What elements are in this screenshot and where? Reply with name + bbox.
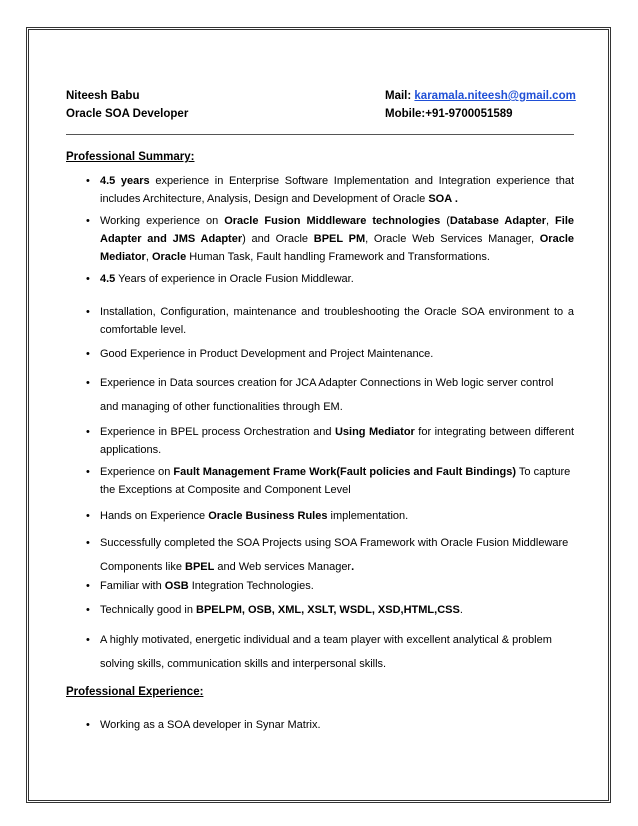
bullet-icon: •	[86, 580, 90, 592]
text-run: Integration Technologies.	[188, 580, 314, 592]
bold-run: Oracle	[151, 251, 187, 263]
text-run: and Web services Manager	[214, 561, 352, 573]
list-item-text	[100, 577, 574, 595]
list-item	[66, 371, 574, 419]
text-run: , Oracle Web Services Manager,	[365, 233, 540, 245]
list-item-text	[100, 212, 574, 266]
bold-run: Oracle Business Rules	[208, 510, 328, 522]
list-item	[66, 463, 574, 499]
list-item	[66, 531, 574, 579]
bold-run: Using Mediator	[334, 426, 415, 438]
bold-run: Fault Management Frame Work(Fault policies and Fault Bindings)	[173, 466, 517, 478]
bold-run: Database Adapter	[449, 215, 546, 227]
list-item	[66, 507, 574, 525]
text-run: (	[440, 215, 450, 227]
list-item-text	[100, 345, 574, 363]
text-run: ,	[145, 251, 152, 263]
text-run: implementation.	[327, 510, 409, 522]
list-item	[66, 303, 574, 339]
list-item-text	[100, 531, 574, 579]
candidate-title: Oracle SOA Developer	[66, 108, 189, 120]
header-divider	[66, 134, 574, 135]
text-run: Experience on	[100, 466, 174, 478]
text-run: A highly motivated, energetic individual and a team player with excellent analytical & problem solving skills, communication skills and interpersonal skills.	[100, 634, 552, 670]
list-item	[66, 270, 574, 288]
bold-run: SOA .	[428, 193, 458, 205]
list-item-text	[100, 423, 574, 459]
bullet-icon: •	[86, 604, 90, 616]
mobile-number: +91-9700051589	[425, 108, 513, 120]
bullet-icon: •	[86, 175, 90, 187]
bullet-icon: •	[86, 634, 90, 646]
mobile-line	[385, 106, 513, 122]
bold-run: BPELPM, OSB, XML, XSLT, WSDL, XSD,HTML,CSS	[196, 604, 460, 616]
mail-label: Mail:	[385, 90, 412, 102]
bold-run: BPEL	[185, 561, 215, 573]
list-item	[66, 172, 574, 208]
bullet-icon: •	[86, 466, 90, 478]
text-run: ,	[545, 215, 556, 227]
text-run: experience in Enterprise Software Implementation and Integration experience that includes Architecture, Analysis, Design and Development of Oracle	[100, 175, 575, 205]
text-run: Familiar with	[100, 580, 165, 592]
text-run: Hands on Experience	[100, 510, 209, 522]
text-run: ) and Oracle	[242, 233, 314, 245]
summary-heading: Professional Summary:	[66, 151, 195, 163]
list-item	[66, 716, 574, 734]
list-item-text	[100, 601, 574, 619]
bullet-icon: •	[86, 719, 90, 731]
list-item	[66, 628, 574, 676]
candidate-name: Niteesh Babu	[66, 90, 140, 102]
bold-run: 4.5 years	[100, 175, 150, 187]
text-run: for integrating between different applications.	[100, 426, 575, 456]
list-item-text	[100, 716, 574, 734]
list-item-text	[100, 303, 574, 339]
bullet-icon: •	[86, 273, 90, 285]
experience-heading: Professional Experience:	[66, 686, 204, 698]
bold-run: 4.5	[100, 273, 116, 285]
list-item-text	[100, 270, 574, 288]
list-item-text	[100, 628, 574, 676]
list-item-text	[100, 371, 574, 419]
bullet-icon: •	[86, 215, 90, 227]
mail-line	[385, 88, 576, 104]
list-item-text	[100, 463, 574, 499]
list-item	[66, 212, 574, 266]
bullet-icon: •	[86, 537, 90, 549]
bullet-icon: •	[86, 348, 90, 360]
bullet-icon: •	[86, 377, 90, 389]
list-item-text	[100, 507, 574, 525]
text-run: Experience in BPEL process Orchestration and	[100, 426, 335, 438]
list-item	[66, 577, 574, 595]
text-run: Successfully completed the SOA Projects using SOA Framework with Oracle Fusion Middleware Components like	[100, 537, 569, 573]
text-run: Working as a SOA developer in Synar Matrix.	[100, 719, 321, 731]
mobile-label: Mobile:	[385, 108, 426, 120]
bold-run: Oracle Fusion Middleware technologies	[224, 215, 441, 227]
text-run: Good Experience in Product Development and Project Maintenance.	[100, 348, 434, 360]
bullet-icon: •	[86, 510, 90, 522]
bold-run: .	[351, 561, 355, 573]
bold-run: BPEL PM	[313, 233, 366, 245]
text-run: Working experience on	[100, 215, 225, 227]
bullet-icon: •	[86, 306, 90, 318]
list-item	[66, 601, 574, 619]
bullet-icon: •	[86, 426, 90, 438]
text-run: To capture the Exceptions at Composite and Component Level	[100, 466, 571, 496]
bold-run: File Adapter and JMS Adapter	[100, 215, 574, 245]
text-run: Human Task, Fault handling Framework and Transformations.	[186, 251, 490, 263]
list-item	[66, 423, 574, 459]
bold-run: Oracle Mediator	[100, 233, 574, 263]
text-run: Experience in Data sources creation for JCA Adapter Connections in Web logic server control and managing of other functionalities through EM.	[100, 377, 554, 413]
mail-link[interactable]: karamala.niteesh@gmail.com	[414, 90, 576, 102]
text-run: .	[459, 604, 463, 616]
text-run: Years of experience in Oracle Fusion Middlewar.	[115, 273, 354, 285]
text-run: Installation, Configuration, maintenance and troubleshooting the Oracle SOA environment to a comfortable level.	[100, 306, 574, 336]
text-run: Technically good in	[100, 604, 197, 616]
bold-run: OSB	[164, 580, 189, 592]
list-item-text	[100, 172, 574, 208]
list-item	[66, 345, 574, 363]
